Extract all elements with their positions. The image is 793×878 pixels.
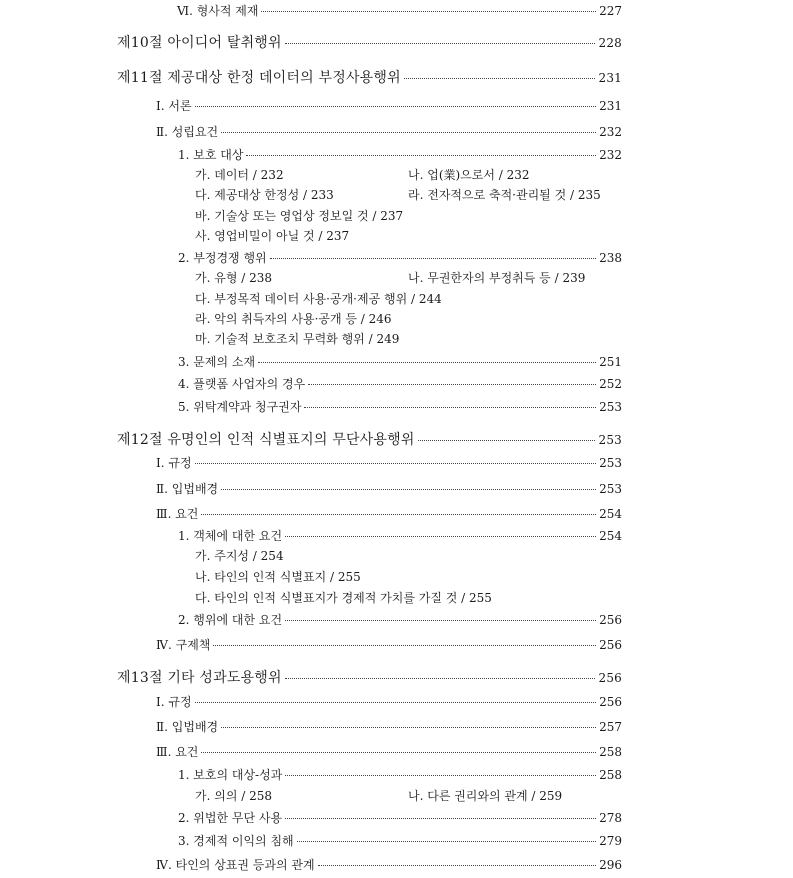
dot-leader: [201, 514, 596, 515]
toc-entry-title: Ⅳ. 구제책: [156, 638, 211, 652]
toc-entry: [178, 146, 622, 163]
toc-entry-page: 278: [599, 811, 622, 825]
dot-leader: [246, 155, 596, 156]
toc-entry-title: 1. 보호의 대상-성과: [178, 768, 283, 782]
toc-subentry: 가. 유형 / 238: [195, 271, 272, 285]
toc-entry: [178, 249, 622, 266]
toc-entry: [156, 856, 622, 873]
toc-entry-title: Ⅰ. 서론: [156, 99, 192, 113]
toc-entry-title: 3. 문제의 소재: [178, 355, 256, 369]
toc-entry-title: 3. 경제적 이익의 침해: [178, 834, 294, 848]
toc-entry-title: Ⅱ. 입법배경: [156, 720, 219, 734]
toc-subentry: 나. 타인의 인적 식별표지 / 255: [195, 570, 361, 584]
toc-entry-page: 256: [599, 638, 622, 652]
toc-subentry: 바. 기술상 또는 영업상 정보일 것 / 237: [195, 209, 404, 223]
dot-leader: [221, 489, 596, 490]
dot-leader: [258, 362, 596, 363]
dot-leader: [418, 440, 596, 441]
toc-entry: [156, 505, 622, 522]
toc-entry-title: Ⅳ. 타인의 상표권 등과의 관계: [156, 858, 315, 872]
toc-entry-title: Ⅲ. 요건: [156, 745, 199, 759]
dot-leader: [308, 384, 596, 385]
toc-entry-title: Ⅰ. 규정: [156, 456, 192, 470]
toc-entry: [178, 353, 622, 370]
dot-leader: [304, 407, 596, 408]
toc-section: [117, 32, 622, 52]
toc-section: [117, 67, 622, 87]
toc-entry-page: 279: [599, 834, 622, 848]
toc-section-title: 제12절 유명인의 인적 식별표지의 무단사용행위: [117, 432, 415, 448]
toc-entry-page: 254: [599, 507, 622, 521]
toc-entry: [156, 693, 622, 710]
toc-entry-title: 2. 부정경쟁 행위: [178, 251, 267, 265]
toc-entry-page: 252: [599, 377, 622, 391]
toc-entry-page: 253: [599, 482, 622, 496]
toc-entry-title: 2. 위법한 무단 사용: [178, 811, 283, 825]
toc-subentry: 마. 기술적 보호조치 무력화 행위 / 249: [195, 332, 400, 346]
toc-entry-title: Ⅵ. 형사적 제재: [177, 4, 259, 18]
dot-leader: [285, 775, 596, 776]
toc-entry: [156, 718, 622, 735]
toc-entry-title: Ⅱ. 입법배경: [156, 482, 219, 496]
toc-entry-page: 231: [599, 99, 622, 113]
toc-entry-title: 2. 행위에 대한 요건: [178, 613, 283, 627]
dot-leader: [213, 645, 596, 646]
toc-entry: [156, 454, 622, 471]
toc-entry: [156, 123, 622, 140]
toc-entry-title: 4. 플랫폼 사업자의 경우: [178, 377, 306, 391]
dot-leader: [270, 258, 596, 259]
toc-subentry: 나. 업(業)으로서 / 232: [408, 168, 530, 182]
toc-entry-title: 1. 객체에 대한 요건: [178, 529, 283, 543]
toc-section-page: 253: [598, 433, 622, 447]
toc-entry: [156, 480, 622, 497]
toc-entry-title: Ⅰ. 규정: [156, 695, 192, 709]
toc-entry-page: 256: [599, 695, 622, 709]
toc-section-page: 256: [598, 671, 622, 685]
toc-entry: [178, 809, 622, 826]
toc-section-title: 제11절 제공대상 한정 데이터의 부정사용행위: [117, 70, 401, 86]
toc-entry-page: 238: [599, 251, 622, 265]
toc-subentry: 나. 다른 권리와의 관계 / 259: [408, 789, 563, 803]
toc-entry-page: 227: [599, 4, 622, 18]
toc-subentry: 가. 데이터 / 232: [195, 168, 284, 182]
toc-entry-page: 257: [599, 720, 622, 734]
toc-entry-page: 296: [599, 858, 622, 872]
dot-leader: [195, 702, 597, 703]
toc-section-title: 제10절 아이디어 탈취행위: [117, 35, 282, 51]
dot-leader: [195, 106, 597, 107]
toc-section: [117, 429, 622, 449]
toc-entry-page: 258: [599, 768, 622, 782]
toc-section-page: 228: [598, 36, 622, 50]
toc-entry-page: 256: [599, 613, 622, 627]
dot-leader: [297, 841, 596, 842]
toc-entry: [177, 2, 622, 19]
dot-leader: [195, 463, 597, 464]
toc-subentry: 라. 악의 취득자의 사용·공개 등 / 246: [195, 312, 392, 326]
toc-subentry: 다. 제공대상 한정성 / 233: [195, 188, 334, 202]
toc-entry-page: 253: [599, 456, 622, 470]
toc-entry: [156, 97, 622, 114]
dot-leader: [404, 78, 596, 79]
toc-entry-title: 1. 보호 대상: [178, 148, 244, 162]
toc-entry: [178, 766, 622, 783]
toc-entry: [156, 743, 622, 760]
toc-entry-page: 253: [599, 400, 622, 414]
toc-entry-page: 251: [599, 355, 622, 369]
toc-entry: [178, 398, 622, 415]
dot-leader: [318, 865, 597, 866]
dot-leader: [285, 620, 596, 621]
toc-subentry: 사. 영업비밀이 아닐 것 / 237: [195, 229, 350, 243]
toc-entry-page: 254: [599, 529, 622, 543]
toc-subentry: 나. 무권한자의 부정취득 등 / 239: [408, 271, 586, 285]
dot-leader: [285, 818, 596, 819]
toc-subentry: 다. 부정목적 데이터 사용·공개·제공 행위 / 244: [195, 292, 442, 306]
toc-entry: [178, 611, 622, 628]
toc-section-page: 231: [598, 71, 622, 85]
toc-subentry: 가. 주지성 / 254: [195, 549, 284, 563]
toc-subentry: 다. 타인의 인적 식별표지가 경제적 가치를 가질 것 / 255: [195, 591, 492, 605]
toc-subentry: 가. 의의 / 258: [195, 789, 272, 803]
toc-entry-title: 5. 위탁계약과 청구권자: [178, 400, 302, 414]
toc-entry: [178, 832, 622, 849]
dot-leader: [285, 43, 596, 44]
dot-leader: [201, 752, 596, 753]
toc-entry: [178, 527, 622, 544]
toc-subentry: 라. 전자적으로 축적·관리될 것 / 235: [408, 188, 601, 202]
toc-entry: [178, 375, 622, 392]
toc-entry-page: 258: [599, 745, 622, 759]
dot-leader: [285, 536, 596, 537]
toc-entry-page: 232: [599, 148, 622, 162]
dot-leader: [221, 727, 596, 728]
dot-leader: [285, 678, 596, 679]
toc-entry-title: Ⅲ. 요건: [156, 507, 199, 521]
toc-section: [117, 667, 622, 687]
toc-entry: [156, 636, 622, 653]
toc-entry-title: Ⅱ. 성립요건: [156, 125, 219, 139]
dot-leader: [221, 132, 596, 133]
toc-section-title: 제13절 기타 성과도용행위: [117, 670, 282, 686]
dot-leader: [261, 11, 596, 12]
toc-entry-page: 232: [599, 125, 622, 139]
